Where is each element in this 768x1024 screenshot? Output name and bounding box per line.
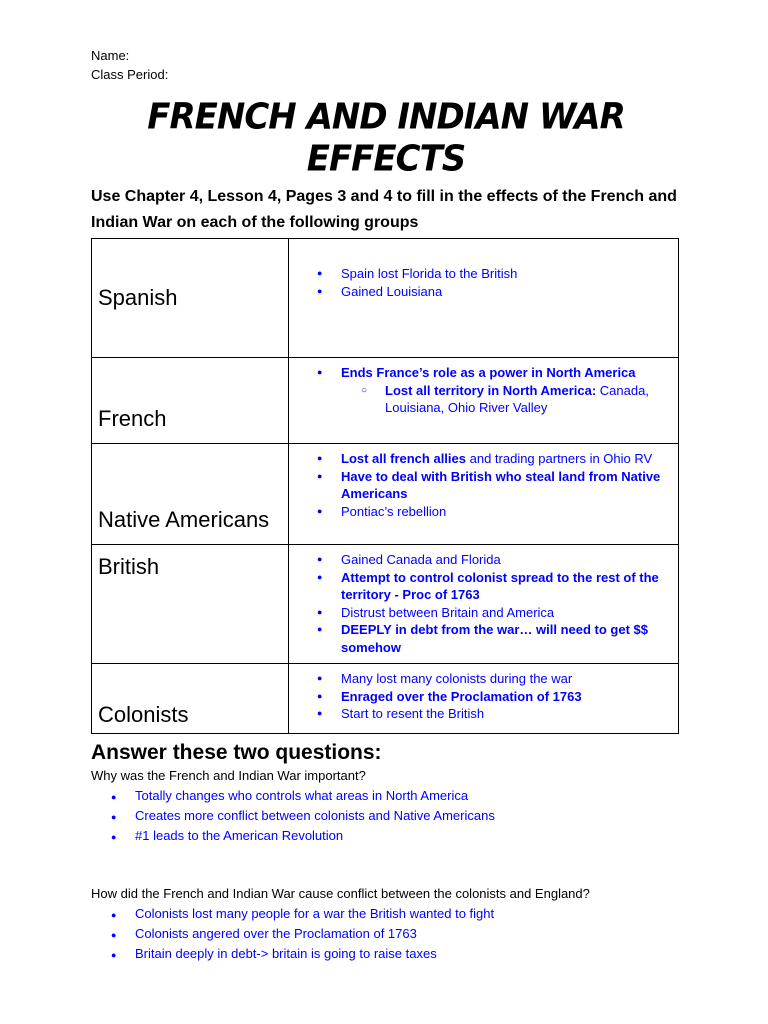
question-1: Why was the French and Indian War important? [91,768,366,783]
list-item: ● Ends France’s role as a power in North America ○ Lost all territory in North America: Canada, Louisiana, Ohio River Valley [317,364,668,417]
list-item: ● Colonists lost many people for a war the British wanted to fight [111,904,681,924]
class-period-label: Class Period: [91,67,169,82]
table-row-british [92,545,679,664]
question-2: How did the French and Indian War cause conflict between the colonists and England? [91,886,590,901]
question-1-answers [111,786,681,846]
effects-cell [289,545,679,664]
list-item: ● #1 leads to the American Revolution [111,826,681,846]
list-item: ● Totally changes who controls what areas in North America [111,786,681,806]
list-item: ● Have to deal with British who steal land from Native Americans [317,468,668,503]
instructions: Use Chapter 4, Lesson 4, Pages 3 and 4 to fill in the effects of the French and Indian War on each of the following groups [91,188,677,231]
effects-cell [289,358,679,444]
list-item: ● Pontiac’s rebellion [317,503,668,521]
table-row-native-americans [92,444,679,545]
table-row-colonists [92,664,679,734]
table-row-french [92,358,679,444]
list-item: ● Lost all french allies and trading partners in Ohio RV [317,450,668,468]
sub-list-item: ○ Lost all territory in North America: Canada, Louisiana, Ohio River Valley [361,382,668,417]
list-item: ● Gained Canada and Florida [317,551,668,569]
list-item: ● Attempt to control colonist spread to the rest of the territory - Proc of 1763 [317,569,668,604]
questions-heading: Answer these two questions: [91,741,382,764]
effects-cell [289,444,679,545]
worksheet [91,46,681,964]
list-item: ● Start to resent the British [317,705,668,723]
effects-table [91,238,679,734]
page-title: FRENCH AND INDIAN WAR EFFECTS [147,96,625,180]
group-label: Native Americans [92,444,289,545]
list-item: ● Spain lost Florida to the British [317,265,668,283]
list-item: ● Distrust between Britain and America [317,604,668,622]
name-label: Name: [91,48,130,63]
group-label: Colonists [92,664,289,734]
effects-cell [289,239,679,358]
list-item: ● Colonists angered over the Proclamation of 1763 [111,924,681,944]
list-item: ● Gained Louisiana [317,283,668,301]
group-label: British [92,545,289,664]
group-label: French [92,358,289,444]
question-2-answers [111,904,681,964]
list-item: ● Many lost many colonists during the war [317,670,668,688]
table-row-spanish [92,239,679,358]
group-label: Spanish [92,239,289,358]
list-item: ● Creates more conflict between colonists and Native Americans [111,806,681,826]
effects-cell [289,664,679,734]
list-item: ● DEEPLY in debt from the war… will need to get $$ somehow [317,621,668,656]
list-item: ● Britain deeply in debt-> britain is going to raise taxes [111,944,681,964]
list-item: ● Enraged over the Proclamation of 1763 [317,688,668,706]
